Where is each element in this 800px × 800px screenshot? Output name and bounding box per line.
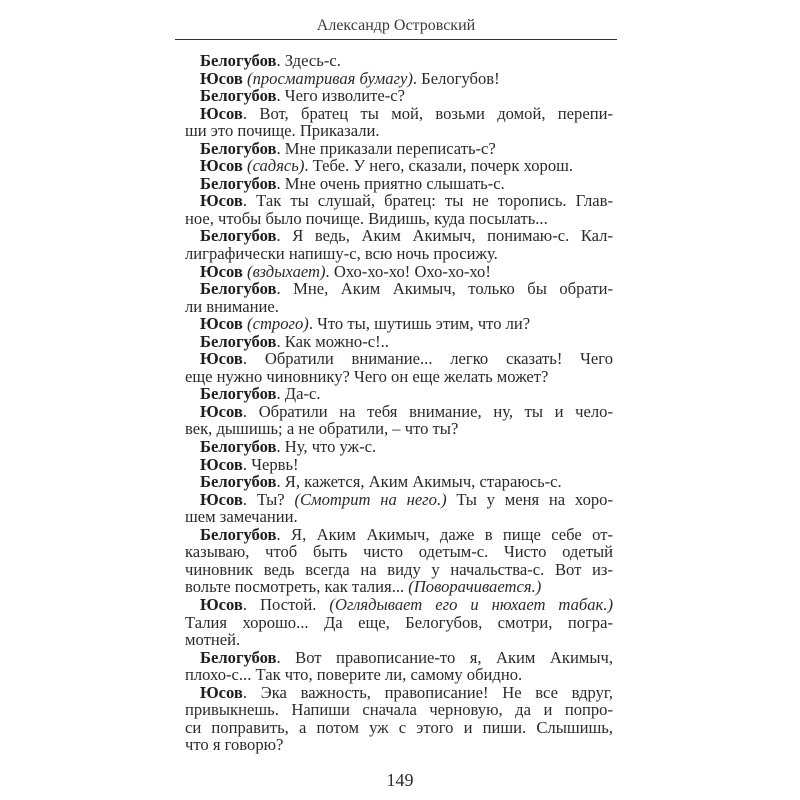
speaker-name: Белогубов — [200, 86, 277, 106]
dialogue-line-continuation — [185, 578, 613, 596]
dialogue-line — [185, 263, 613, 281]
stage-direction: (вздыхает) — [247, 261, 326, 281]
speaker-name: Белогубов — [200, 472, 277, 492]
speech-text: . Мне приказали переписать-с? — [276, 138, 496, 158]
dialogue-line — [185, 403, 613, 421]
dialogue-line — [185, 52, 613, 70]
dialogue-line — [185, 473, 613, 491]
speech-text: . Что ты, шутишь этим, что ли? — [308, 314, 531, 334]
dialogue-line-continuation — [185, 368, 613, 386]
speaker-name: Юсов — [200, 594, 243, 614]
dialogue-line — [185, 315, 613, 333]
speech-text: век, дышишь; а не обратили, – что ты? — [185, 419, 459, 439]
dialogue-line — [185, 438, 613, 456]
dialogue-line — [185, 70, 613, 88]
speaker-name: Белогубов — [200, 331, 277, 351]
dialogue-line-continuation — [185, 122, 613, 140]
dialogue-line — [185, 157, 613, 175]
speech-text: . Белогубов! — [412, 68, 500, 88]
dialogue-line — [185, 456, 613, 474]
speaker-name: Белогубов — [200, 226, 277, 246]
speaker-name: Юсов — [200, 454, 243, 474]
speech-text: ное, чтобы было почище. Видишь, куда посылать... — [185, 208, 548, 228]
dialogue-line — [185, 192, 613, 210]
dialogue-line-continuation — [185, 719, 613, 737]
dialogue-line — [185, 280, 613, 298]
stage-direction: (Оглядывает его и нюхает табак.) — [329, 594, 613, 614]
speaker-name: Белогубов — [200, 173, 277, 193]
speech-text: . Эка важность, правописание! Не все вдруг, — [242, 682, 613, 702]
speech-text: чиновник ведь всегда на виду у начальства-с. Вот из- — [185, 559, 613, 579]
dialogue-line — [185, 105, 613, 123]
dialogue-line-continuation — [185, 561, 613, 579]
speech-text: . Мне, Аким Акимыч, только бы обрати- — [276, 279, 613, 299]
speaker-name: Юсов — [200, 314, 248, 334]
dialogue-line — [185, 385, 613, 403]
speech-text: вольте посмотреть, как талия... — [185, 577, 409, 597]
dialogue-line-continuation — [185, 420, 613, 438]
dialogue-line — [185, 333, 613, 351]
speaker-name: Юсов — [200, 68, 248, 88]
running-header: Александр Островский — [316, 17, 476, 34]
speech-text: . Тебе. У него, сказали, почерк хорош. — [304, 156, 574, 176]
dialogue-line — [185, 684, 613, 702]
dialogue-line-continuation — [185, 631, 613, 649]
dialogue-line — [185, 140, 613, 158]
stage-direction: (строго) — [247, 314, 309, 334]
speaker-name: Юсов — [200, 261, 248, 281]
stage-direction: (Смотрит на него.) — [294, 489, 447, 509]
speaker-name: Белогубов — [200, 524, 277, 544]
speech-text: лиграфически напишу-с, всю ночь просижу. — [185, 244, 498, 264]
speech-text: . Я ведь, Аким Акимыч, понимаю-с. Кал- — [276, 226, 613, 246]
dialogue-line — [185, 526, 613, 544]
dialogue-line — [185, 227, 613, 245]
speech-text: . Так ты слушай, братец: ты не торопись. Глав- — [242, 191, 613, 211]
speech-text: Ты у меня на хоро- — [446, 489, 614, 509]
speaker-name: Белогубов — [200, 437, 277, 457]
speaker-name: Белогубов — [200, 279, 277, 299]
speech-text: мотней. — [185, 630, 241, 650]
speech-text: Талия хорошо... Да еще, Белогубов, смотри, погра- — [185, 612, 613, 632]
speech-text: казываю, чтоб быть чисто одетым-с. Чисто одетый — [185, 542, 613, 562]
page-number: 149 — [386, 770, 414, 790]
speaker-name: Юсов — [200, 191, 243, 211]
dialogue-line — [185, 350, 613, 368]
dialogue-line-continuation — [185, 508, 613, 526]
speech-text: ли внимание. — [185, 296, 279, 316]
speaker-name: Юсов — [200, 156, 248, 176]
dialogue-line-continuation — [185, 245, 613, 263]
speech-text: . Охо-хо-хо! Охо-хо-хо! — [325, 261, 491, 281]
speech-text: . Ты? — [242, 489, 295, 509]
stage-direction: (Поворачивается.) — [408, 577, 542, 597]
dialogue-line — [185, 649, 613, 667]
speech-text: . Ну, что уж-с. — [276, 437, 377, 457]
speech-text: . Чего изволите-с? — [276, 86, 406, 106]
speech-text: плохо-с... Так что, поверите ли, самому обидно. — [185, 665, 523, 685]
speech-text: . Мне очень приятно слышать-с. — [276, 173, 505, 193]
speaker-name: Белогубов — [200, 51, 277, 70]
dialogue-line-continuation — [185, 666, 613, 684]
speech-text: . Я, Аким Акимыч, даже в пище себе от- — [276, 524, 613, 544]
dialogue-line-continuation — [185, 210, 613, 228]
speech-text: . Здесь-с. — [276, 51, 341, 70]
speech-text: . Постой. — [242, 594, 330, 614]
header-rule — [175, 39, 617, 40]
speech-text: привыкнешь. Напиши сначала черновую, да и попро- — [185, 700, 613, 720]
stage-direction: (садясь) — [247, 156, 305, 176]
dialogue-line-continuation — [185, 614, 613, 632]
speech-text: еще нужно чиновнику? Чего он еще желать может? — [185, 366, 549, 386]
dialogue-line — [185, 87, 613, 105]
speech-text: шем замечании. — [185, 507, 298, 527]
speech-text: ши это почище. Приказали. — [185, 121, 380, 141]
speech-text: что я говорю? — [185, 735, 284, 755]
speech-text: . Обратили на тебя внимание, ну, ты и чело- — [242, 401, 613, 421]
speech-text: . Вот, братец ты мой, возьми домой, перепи- — [242, 103, 613, 123]
speaker-name: Юсов — [200, 103, 243, 123]
speech-text: . Я, кажется, Аким Акимыч, стараюсь-с. — [276, 472, 562, 492]
speech-text: . Как можно-с!.. — [276, 331, 389, 351]
speech-text: . Червь! — [242, 454, 299, 474]
speech-text: . Вот правописание-то я, Аким Акимыч, — [276, 647, 613, 667]
dialogue-line — [185, 175, 613, 193]
play-text — [185, 52, 613, 754]
stage-direction: (просматривая бумагу) — [247, 68, 413, 88]
dialogue-line-continuation — [185, 701, 613, 719]
speaker-name: Белогубов — [200, 647, 277, 667]
dialogue-line — [185, 596, 613, 614]
speech-text: си поправить, а потом уж с этого и пиши. Слышишь, — [185, 717, 613, 737]
speaker-name: Белогубов — [200, 138, 277, 158]
dialogue-line-continuation — [185, 736, 613, 754]
dialogue-line-continuation — [185, 543, 613, 561]
speech-text: . Обратили внимание... легко сказать! Чего — [242, 349, 613, 369]
dialogue-line — [185, 491, 613, 509]
speaker-name: Юсов — [200, 401, 243, 421]
speaker-name: Юсов — [200, 682, 243, 702]
speaker-name: Белогубов — [200, 384, 277, 404]
dialogue-line-continuation — [185, 298, 613, 316]
speech-text: . Да-с. — [276, 384, 321, 404]
speaker-name: Юсов — [200, 489, 243, 509]
speaker-name: Юсов — [200, 349, 243, 369]
